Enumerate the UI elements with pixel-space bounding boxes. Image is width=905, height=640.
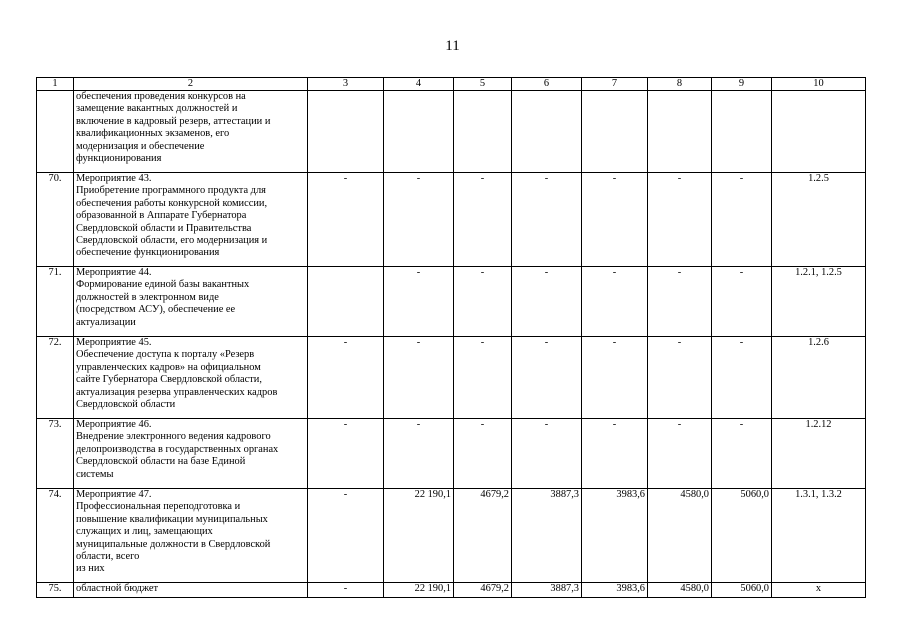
measure-name-line: делопроизводства в государственных органах <box>76 443 279 455</box>
column-number-row <box>37 78 866 91</box>
row-number: 70. <box>37 173 74 267</box>
program-measures-table <box>36 77 866 598</box>
column-number-6: 6 <box>512 78 582 91</box>
table-row <box>37 489 866 583</box>
cell-col-7: - <box>582 173 648 267</box>
column-number-4: 4 <box>384 78 454 91</box>
page-number: 11 <box>445 38 460 54</box>
measure-name <box>74 583 308 598</box>
measure-name-line: повышение квалификации муниципальных <box>76 513 268 525</box>
cell-col-10: 1.2.5 <box>772 173 866 267</box>
cell-col-4: - <box>384 337 454 419</box>
cell-col-10: x <box>772 583 866 598</box>
cell-col-9 <box>712 91 772 173</box>
measure-name-line: замещение вакантных должностей и <box>76 103 238 115</box>
cell-col-4: 22 190,1 <box>384 489 454 583</box>
cell-col-6: 3887,3 <box>512 489 582 583</box>
table-row <box>37 337 866 419</box>
measure-name-line: сайте Губернатора Свердловской области, <box>76 374 262 386</box>
measure-name-line: Свердловской области на базе Единой <box>76 456 246 468</box>
column-number-9: 9 <box>712 78 772 91</box>
cell-col-5: 4679,2 <box>454 489 512 583</box>
row-number: 72. <box>37 337 74 419</box>
measure-name <box>74 267 308 337</box>
cell-col-4 <box>384 91 454 173</box>
measure-name-line: Мероприятие 47. <box>76 489 152 500</box>
measure-name-line: областной бюджет <box>76 583 159 594</box>
measure-name-line: служащих и лиц, замещающих <box>76 526 213 538</box>
cell-col-8: - <box>648 419 712 489</box>
measure-name-line: Мероприятие 44. <box>76 267 152 278</box>
measure-name <box>74 173 308 267</box>
cell-col-8: 4580,0 <box>648 489 712 583</box>
cell-col-7: 3983,6 <box>582 583 648 598</box>
column-number-2: 2 <box>74 78 308 91</box>
measure-name-line: Приобретение программного продукта для <box>76 185 266 197</box>
cell-col-8: - <box>648 337 712 419</box>
cell-col-9: 5060,0 <box>712 583 772 598</box>
cell-col-4: 22 190,1 <box>384 583 454 598</box>
cell-col-5 <box>454 91 512 173</box>
measure-name-line: обеспечение функционирования <box>76 247 220 259</box>
table-row <box>37 91 866 173</box>
cell-col-10 <box>772 91 866 173</box>
cell-col-6: - <box>512 267 582 337</box>
cell-col-6 <box>512 91 582 173</box>
measure-name-line: из них <box>76 563 105 575</box>
measure-name-line: Свердловской области, его модернизация и <box>76 235 268 247</box>
row-number: 71. <box>37 267 74 337</box>
cell-col-6: - <box>512 173 582 267</box>
measure-name-line: Обеспечение доступа к порталу «Резерв <box>76 349 255 361</box>
measure-name-line: функционирования <box>76 153 162 165</box>
cell-col-3: - <box>308 489 384 583</box>
measure-name-line: Свердловской области и Правительства <box>76 222 252 234</box>
measure-name-line: обеспечения работы конкурсной комиссии, <box>76 197 268 209</box>
cell-col-9: - <box>712 267 772 337</box>
cell-col-7: - <box>582 419 648 489</box>
measure-name-line: включение в кадровый резерв, аттестации и <box>76 115 271 127</box>
column-number-7: 7 <box>582 78 648 91</box>
cell-col-7 <box>582 91 648 173</box>
table-row <box>37 173 866 267</box>
cell-col-10: 1.2.6 <box>772 337 866 419</box>
cell-col-5: - <box>454 337 512 419</box>
cell-col-3 <box>308 91 384 173</box>
measure-name-line: Мероприятие 46. <box>76 419 152 430</box>
cell-col-3 <box>308 267 384 337</box>
measure-name-line: Мероприятие 45. <box>76 337 152 348</box>
row-number: 73. <box>37 419 74 489</box>
column-number-3: 3 <box>308 78 384 91</box>
measure-name-line: (посредством АСУ), обеспечение ее <box>76 304 236 316</box>
measure-name-line: муниципальные должности в Свердловской <box>76 538 271 550</box>
cell-col-5: 4679,2 <box>454 583 512 598</box>
cell-col-6: - <box>512 337 582 419</box>
cell-col-4: - <box>384 173 454 267</box>
measure-name-line: обеспечения проведения конкурсов на <box>76 91 246 102</box>
table-row <box>37 419 866 489</box>
cell-col-8: - <box>648 173 712 267</box>
row-number <box>37 91 74 173</box>
cell-col-10: 1.2.1, 1.2.5 <box>772 267 866 337</box>
table-row <box>37 267 866 337</box>
measure-name-line: системы <box>76 468 114 480</box>
measure-name <box>74 489 308 583</box>
cell-col-8: - <box>648 267 712 337</box>
measure-name-line: должностей в электронном виде <box>76 291 219 303</box>
cell-col-9: - <box>712 419 772 489</box>
cell-col-5: - <box>454 267 512 337</box>
cell-col-3: - <box>308 419 384 489</box>
measure-name-line: области, всего <box>76 551 140 563</box>
cell-col-3: - <box>308 583 384 598</box>
measure-name-line: Свердловской области <box>76 399 176 411</box>
measure-name <box>74 419 308 489</box>
measure-name-line: модернизация и обеспечение <box>76 140 205 152</box>
measure-name-line: актуализации <box>76 316 136 328</box>
measure-name-line: Внедрение электронного ведения кадрового <box>76 431 271 443</box>
cell-col-5: - <box>454 173 512 267</box>
cell-col-10: 1.2.12 <box>772 419 866 489</box>
cell-col-8 <box>648 91 712 173</box>
cell-col-9: - <box>712 173 772 267</box>
cell-col-3: - <box>308 173 384 267</box>
measure-name-line: Формирование единой базы вакантных <box>76 279 250 291</box>
measure-name-line: образованной в Аппарате Губернатора <box>76 210 247 222</box>
cell-col-6: - <box>512 419 582 489</box>
measure-name-line: квалификационных экзаменов, его <box>76 128 230 140</box>
cell-col-7: 3983,6 <box>582 489 648 583</box>
measure-name <box>74 91 308 173</box>
cell-col-7: - <box>582 267 648 337</box>
measure-name <box>74 337 308 419</box>
cell-col-9: 5060,0 <box>712 489 772 583</box>
cell-col-3: - <box>308 337 384 419</box>
column-number-1: 1 <box>37 78 74 91</box>
row-number: 74. <box>37 489 74 583</box>
cell-col-4: - <box>384 419 454 489</box>
measure-name-line: Профессиональная переподготовка и <box>76 501 241 513</box>
cell-col-5: - <box>454 419 512 489</box>
cell-col-9: - <box>712 337 772 419</box>
column-number-5: 5 <box>454 78 512 91</box>
cell-col-4: - <box>384 267 454 337</box>
measure-name-line: управленческих кадров» на официальном <box>76 361 261 373</box>
measure-name-line: актуализация резерва управленческих кадров <box>76 386 278 398</box>
cell-col-7: - <box>582 337 648 419</box>
cell-col-10: 1.3.1, 1.3.2 <box>772 489 866 583</box>
table-row <box>37 583 866 598</box>
row-number: 75. <box>37 583 74 598</box>
column-number-8: 8 <box>648 78 712 91</box>
measure-name-line: Мероприятие 43. <box>76 173 152 184</box>
cell-col-8: 4580,0 <box>648 583 712 598</box>
cell-col-6: 3887,3 <box>512 583 582 598</box>
column-number-10: 10 <box>772 78 866 91</box>
